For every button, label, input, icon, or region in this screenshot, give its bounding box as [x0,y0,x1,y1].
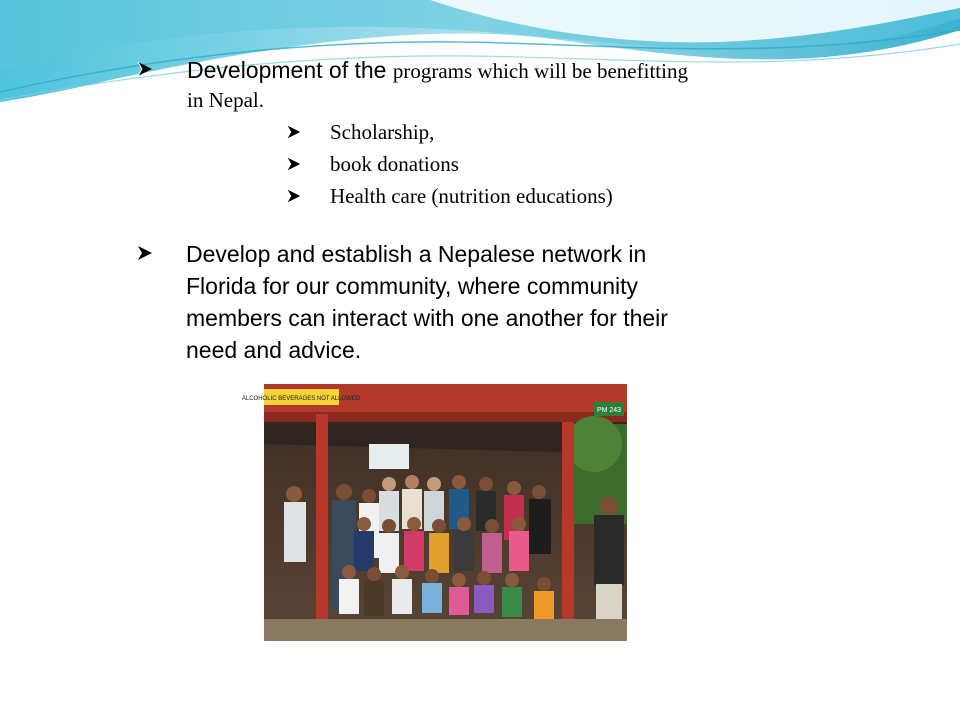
bullet-1-line-2: in Nepal. [187,88,264,112]
bullet-2-line-4: need and advice. [186,337,362,363]
group-photo-illustration [241,384,627,641]
arrow-bullet-icon [285,155,303,173]
left-sign-text: ALCOHOLIC BEVERAGES NOT ALLOWED [241,396,361,402]
arrow-bullet-icon [135,243,155,263]
sub-item-book-donations: book donations [330,152,459,176]
bullet-2-line-1: Develop and establish a Nepalese network in [186,241,647,267]
bullet-2-line-3: members can interact with one another for their [186,305,668,331]
bullet-2-line-2: Florida for our community, where community [186,273,639,299]
arrow-bullet-icon [285,123,303,141]
arrow-bullet-icon [285,187,303,205]
right-sign-text: PM 243 [596,407,622,414]
arrow-bullet-icon [135,59,155,79]
bullet-1-text-part1: Development of the [187,57,393,83]
sub-item-scholarship: Scholarship, [330,120,435,144]
group-photo [241,384,627,641]
bullet-1-text-part2: programs which will be benefitting [392,59,688,83]
bullet-1-line-1 [187,57,688,84]
sub-item-health-care: Health care (nutrition educations) [330,184,613,208]
